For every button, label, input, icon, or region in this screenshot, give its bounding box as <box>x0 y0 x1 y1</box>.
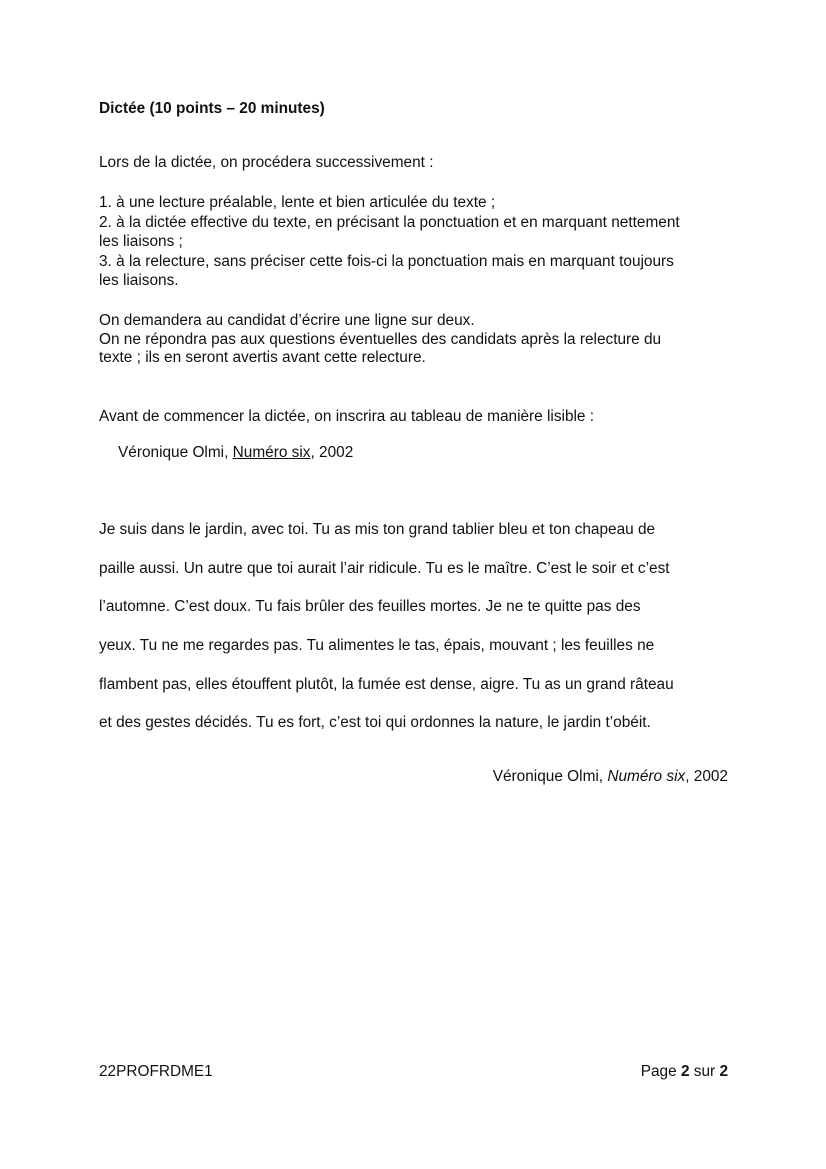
step-line: 3. à la relecture, sans préciser cette fois-ci la ponctuation mais en marquant toujours <box>99 253 674 270</box>
dictation-line: yeux. Tu ne me regardes pas. Tu alimentes le tas, épais, mouvant ; les feuilles ne <box>99 637 655 654</box>
instruction-line: On ne répondra pas aux questions éventuelles des candidats après la relecture du <box>99 331 662 348</box>
step-line: les liaisons ; <box>99 233 183 250</box>
page-number: Page 2 sur 2 <box>640 1063 728 1080</box>
page-title: Dictée (10 points – 20 minutes) <box>99 100 325 117</box>
step-line: 2. à la dictée effective du texte, en précisant la ponctuation et en marquant nettement <box>99 214 680 231</box>
footer-code: 22PROFRDME1 <box>99 1063 213 1080</box>
dictation-line: Je suis dans le jardin, avec toi. Tu as mis ton grand tablier bleu et ton chapeau de <box>99 521 656 538</box>
dictation-line: l’automne. C’est doux. Tu fais brûler des feuilles mortes. Je ne te quitte pas des <box>99 598 641 615</box>
instruction-line: texte ; ils en seront avertis avant cette relecture. <box>99 349 426 366</box>
dictation-line: et des gestes décidés. Tu es fort, c’est toi qui ordonnes la nature, le jardin t’obéit. <box>99 714 651 731</box>
board-intro: Avant de commencer la dictée, on inscrira au tableau de manière lisible : <box>99 408 595 425</box>
step-line: les liaisons. <box>99 272 179 289</box>
dictation-line: paille aussi. Un autre que toi aurait l’air ridicule. Tu es le maître. C’est le soir et c’est <box>99 560 670 577</box>
board-reference: Véronique Olmi, Numéro six, 2002 <box>118 444 354 461</box>
dictation-line: flambent pas, elles étouffent plutôt, la fumée est dense, aigre. Tu as un grand râteau <box>99 676 674 693</box>
citation: Véronique Olmi, Numéro six, 2002 <box>492 768 728 785</box>
intro-text: Lors de la dictée, on procédera successivement : <box>99 154 434 171</box>
step-line: 1. à une lecture préalable, lente et bien articulée du texte ; <box>99 194 496 211</box>
instruction-line: On demandera au candidat d’écrire une ligne sur deux. <box>99 312 475 329</box>
